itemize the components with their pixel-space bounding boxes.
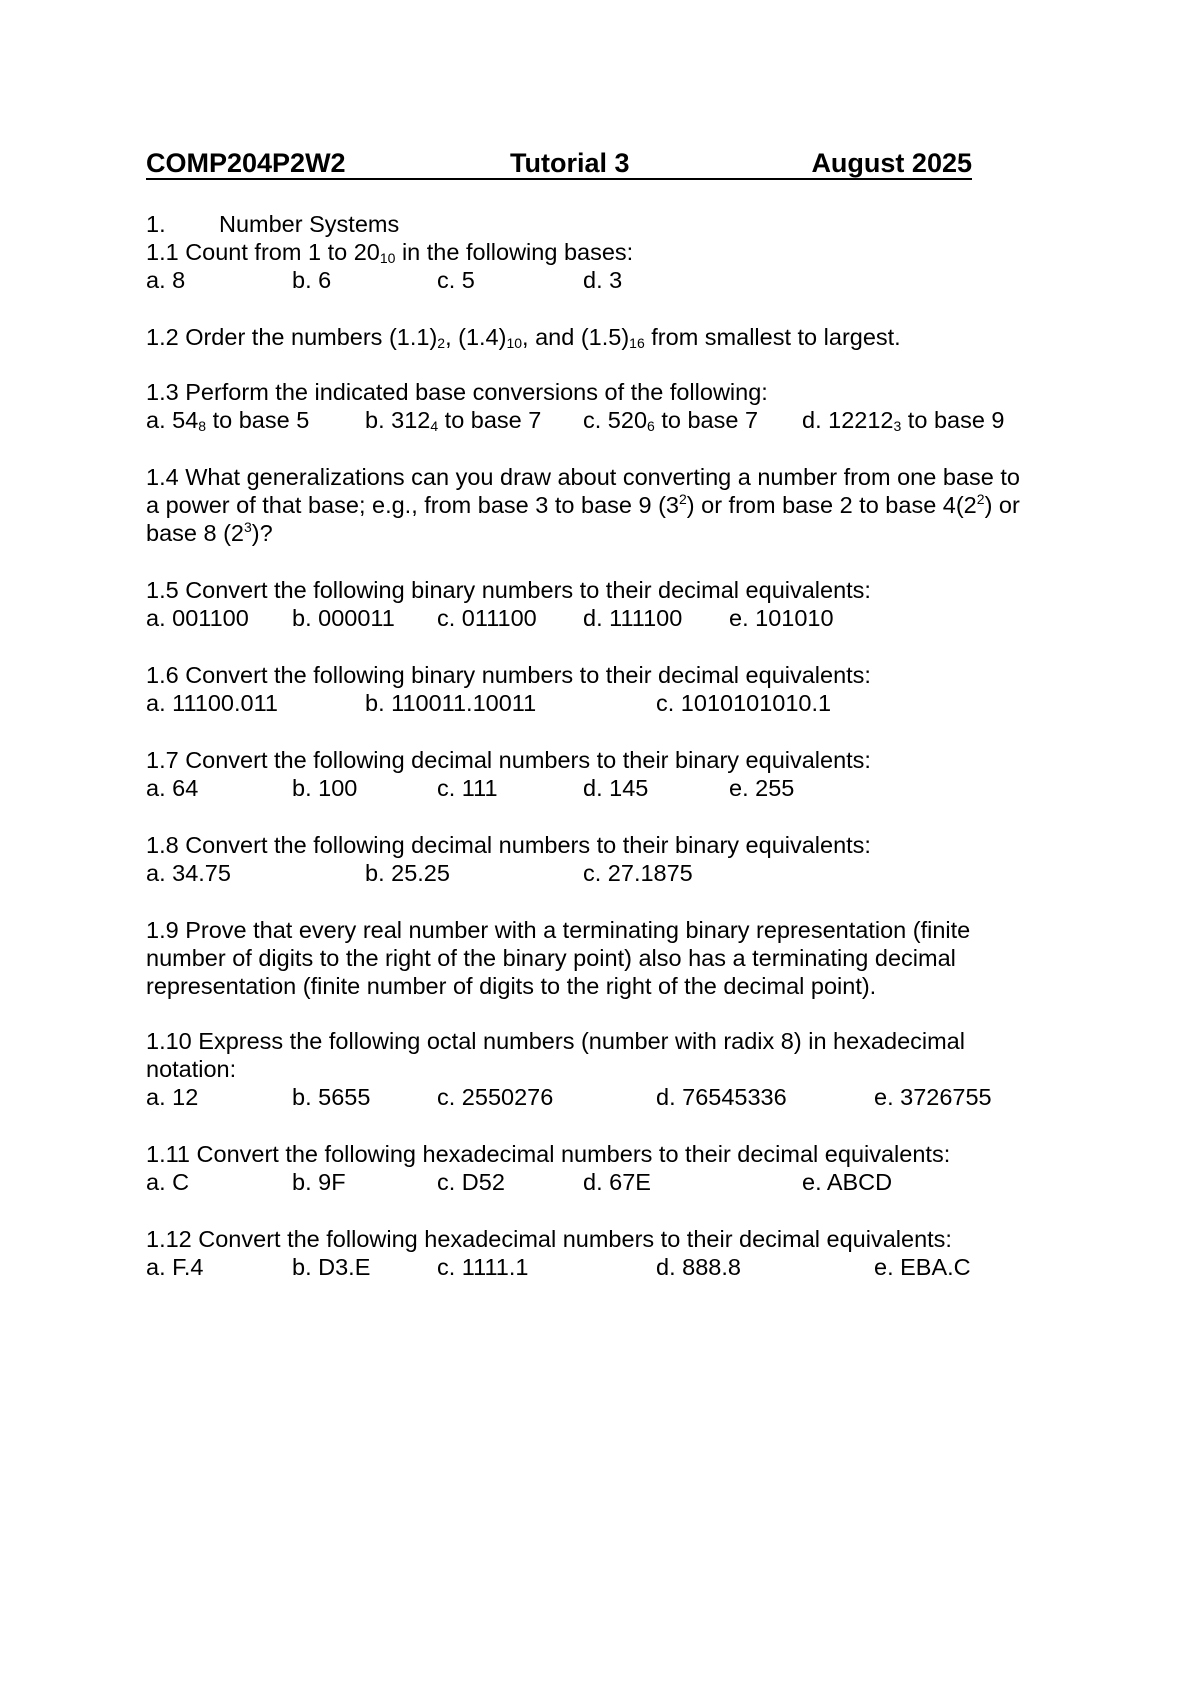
option: d. 111100	[583, 605, 683, 631]
page-header	[146, 148, 972, 180]
option: a. 64	[146, 775, 199, 801]
question-1-8: 1.8 Convert the following decimal numbers to their binary equivalents:	[146, 832, 871, 858]
option: a. C	[146, 1169, 190, 1195]
option: c. 5	[437, 267, 475, 293]
question-1-5: 1.5 Convert the following binary numbers to their decimal equivalents:	[146, 577, 871, 603]
option: d. 76545336	[656, 1084, 787, 1110]
option: d. 145	[583, 775, 649, 801]
option: c. 1111.1	[437, 1254, 529, 1280]
question-1-7-options	[146, 774, 1076, 802]
option: b. 25.25	[365, 860, 450, 886]
question-1-11: 1.11 Convert the following hexadecimal numbers to their decimal equivalents:	[146, 1141, 951, 1167]
course-code: COMP204P2W2	[146, 148, 346, 178]
question-1-1: 1.1 Count from 1 to $20_{10}$ in the following bases:	[146, 239, 634, 266]
option: a. $54_8$ to base 5	[146, 407, 310, 434]
option: c. 111	[437, 775, 498, 801]
option: a. 12	[146, 1084, 199, 1110]
question-1-4-line-3: base 8 $(2^3)$?	[146, 519, 273, 546]
option: a. 34.75	[146, 860, 231, 886]
question-list	[146, 210, 1076, 1281]
option: c. 27.1875	[583, 860, 693, 886]
option: d. $12212_3$ to base 9	[802, 407, 1005, 434]
option: e. EBA.C	[874, 1254, 971, 1280]
option: c. 1010101010.1	[656, 690, 832, 716]
section-heading	[146, 210, 1076, 238]
question-1-11-options	[146, 1168, 1076, 1196]
question-1-12: 1.12 Convert the following hexadecimal numbers to their decimal equivalents:	[146, 1226, 952, 1252]
option: b. $312_4$ to base 7	[365, 407, 542, 434]
question-1-12-options	[146, 1253, 1076, 1281]
option: a. 001100	[146, 605, 249, 631]
option: b. 100	[292, 775, 358, 801]
option: a. F.4	[146, 1254, 204, 1280]
option: a. 11100.011	[146, 690, 278, 716]
question-1-10-options	[146, 1083, 1076, 1111]
option: e. 101010	[729, 605, 834, 631]
question-1-8-options	[146, 859, 1076, 887]
tutorial-title: Tutorial 3	[510, 148, 630, 178]
question-1-10: 1.10 Express the following octal numbers (number with radix 8) in hexadecimal	[146, 1028, 965, 1054]
question-1-4: 1.4 What generalizations can you draw about converting a number from one base to	[146, 464, 1020, 490]
option: d. 888.8	[656, 1254, 741, 1280]
option: b. 9F	[292, 1169, 346, 1195]
question-1-9-line-3: representation (finite number of digits to the right of the decimal point).	[146, 973, 877, 999]
option: d. 3	[583, 267, 623, 293]
option: c. 2550276	[437, 1084, 554, 1110]
question-1-10-line-2: notation:	[146, 1056, 237, 1082]
question-1-6-options	[146, 689, 1076, 717]
option: b. 000011	[292, 605, 395, 631]
section-title: Number Systems	[219, 211, 400, 237]
option: c. $520_6$ to base 7	[583, 407, 759, 434]
question-1-9: 1.9 Prove that every real number with a terminating binary representation (finite	[146, 917, 971, 943]
option: b. 6	[292, 267, 332, 293]
option: b. 5655	[292, 1084, 371, 1110]
question-1-3: 1.3 Perform the indicated base conversions of the following:	[146, 379, 768, 405]
option: c. D52	[437, 1169, 505, 1195]
option: b. D3.E	[292, 1254, 371, 1280]
question-1-6: 1.6 Convert the following binary numbers to their decimal equivalents:	[146, 662, 871, 688]
question-1-5-options	[146, 604, 1076, 632]
option: d. 67E	[583, 1169, 651, 1195]
section-number: 1.	[146, 211, 166, 237]
question-1-4-line-2: a power of that base; e.g., from base 3 to base 9 $(3^2)$ or from base 2 to base $4(2^2)$ or	[146, 491, 1020, 518]
question-1-3-options	[146, 406, 1076, 434]
option: e. 255	[729, 775, 795, 801]
option: b. 110011.10011	[365, 690, 537, 716]
option: c. 011100	[437, 605, 537, 631]
question-1-2: 1.2 Order the numbers $(1.1)_2$, $(1.4)_{10}$, and $(1.5)_{16}$ from smallest to largest.	[146, 324, 901, 351]
question-1-7: 1.7 Convert the following decimal numbers to their binary equivalents:	[146, 747, 871, 773]
option: e. 3726755	[874, 1084, 992, 1110]
header-date: August 2025	[811, 148, 972, 178]
option: a. 8	[146, 267, 186, 293]
question-1-9-line-2: number of digits to the right of the binary point) also has a terminating decimal	[146, 945, 956, 971]
question-1-1-options	[146, 266, 1076, 294]
option: e. ABCD	[802, 1169, 893, 1195]
